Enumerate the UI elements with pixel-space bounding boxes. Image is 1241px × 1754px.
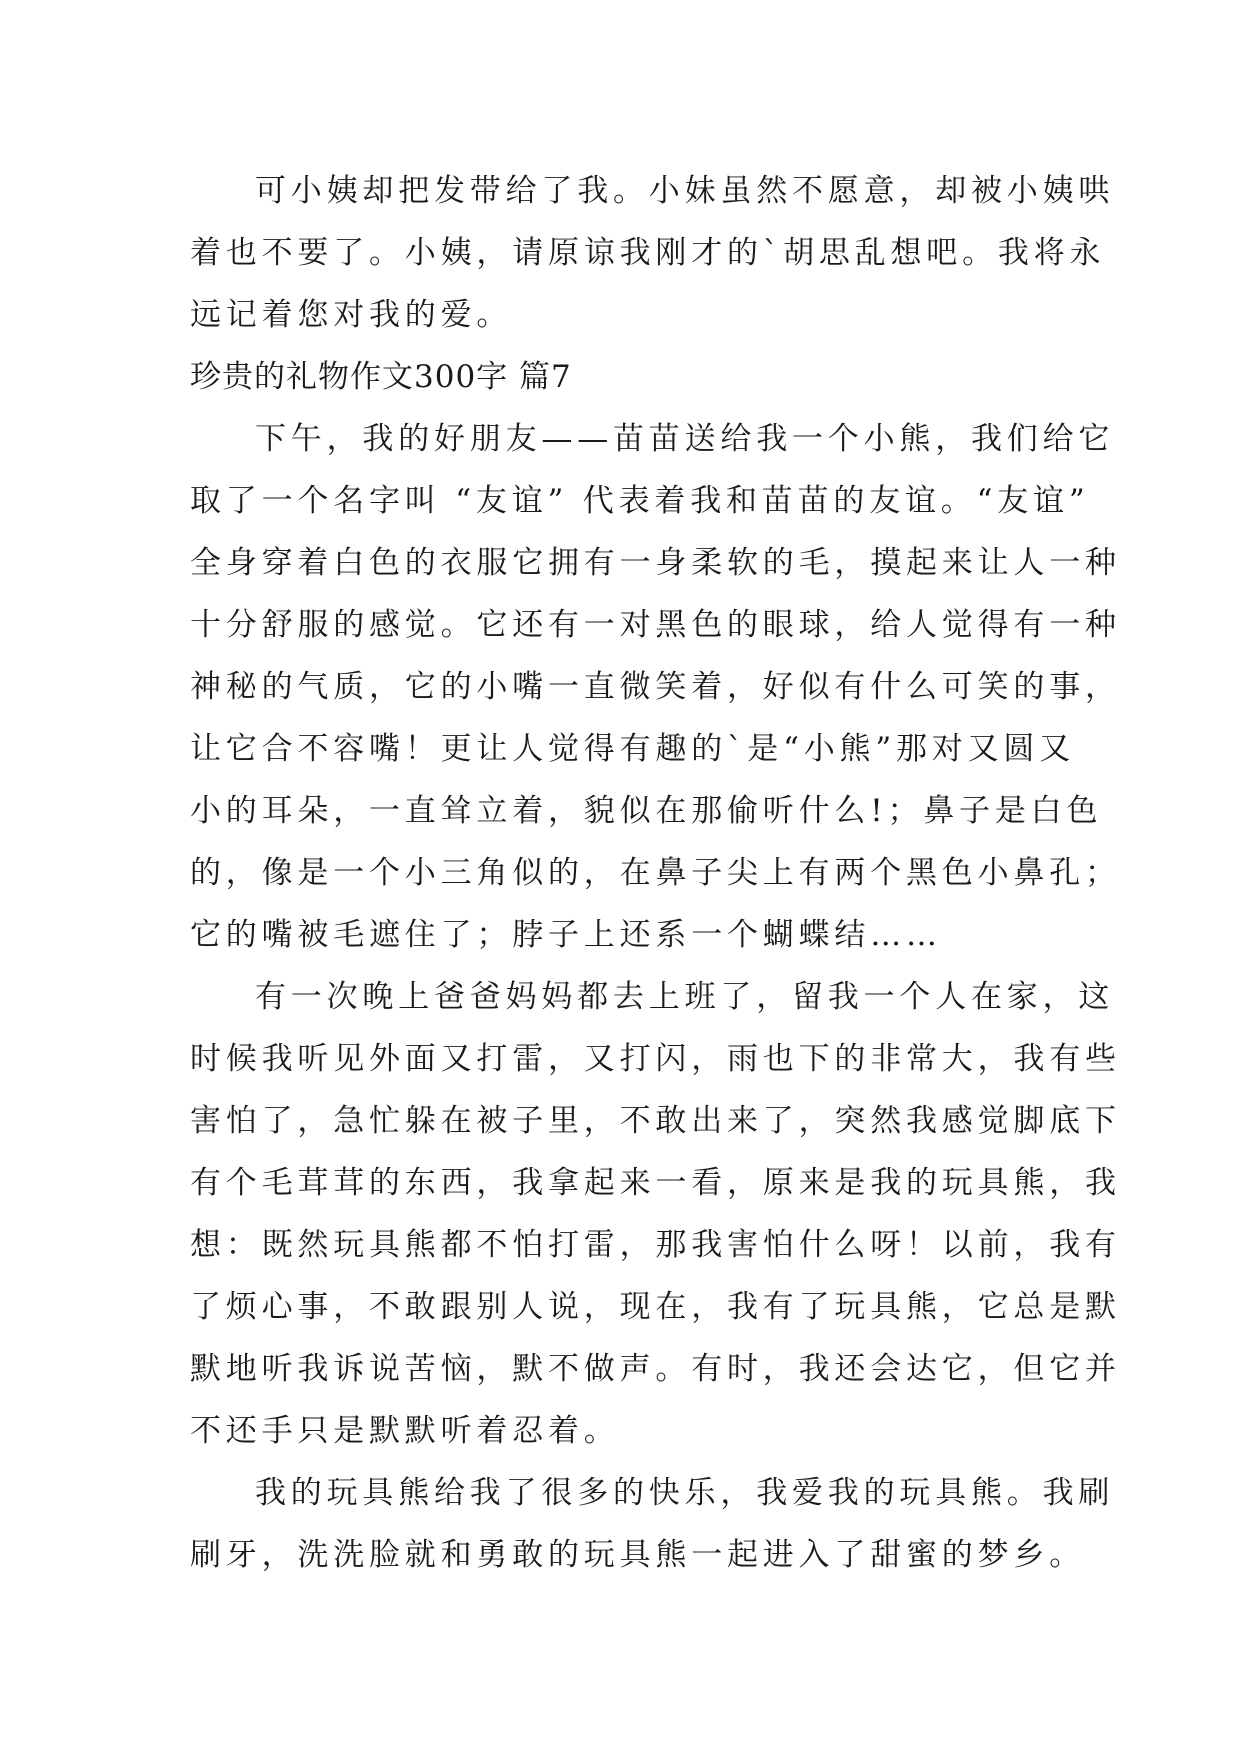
text-line: 可小姨却把发带给了我。小妹虽然不愿意，却被小姨哄: [255, 173, 1115, 209]
text-line: 的，像是一个小三角似的，在鼻子尖上有两个黑色小鼻孔；: [190, 855, 1121, 891]
paragraph-1: [190, 160, 1115, 346]
text-line: 想：既然玩具熊都不怕打雷，那我害怕什么呀！以前，我有: [190, 1227, 1121, 1263]
text-line: 着也不要了。小姨，请原谅我刚才的`胡思乱想吧。我将永: [190, 235, 1106, 271]
text-line: 有个毛茸茸的东西，我拿起来一看，原来是我的玩具熊，我: [190, 1165, 1121, 1201]
text-line: 有一次晚上爸爸妈妈都去上班了，留我一个人在家，这: [255, 979, 1115, 1015]
text-line: 小的耳朵，一直耸立着，貌似在那偷听什么!；鼻子是白色: [190, 793, 1103, 829]
document-page: [190, 160, 1121, 1586]
section-heading: 珍贵的礼物作文300字 篇7: [190, 359, 572, 395]
text-line: 时候我听见外面又打雷，又打闪，雨也下的非常大，我有些: [190, 1041, 1121, 1077]
text-line: 远记着您对我的爱。: [190, 297, 513, 333]
text-line: 我的玩具熊给我了很多的快乐，我爱我的玩具熊。我刷: [255, 1475, 1115, 1511]
paragraph-3: [190, 966, 1121, 1462]
text-line: 了烦心事，不敢跟别人说，现在，我有了玩具熊，它总是默: [190, 1289, 1121, 1325]
text-line: 下午，我的好朋友——苗苗送给我一个小熊，我们给它: [255, 421, 1115, 457]
text-line: 不还手只是默默听着忍着。: [190, 1413, 620, 1449]
text-line: 全身穿着白色的衣服它拥有一身柔软的毛，摸起来让人一种: [190, 545, 1121, 581]
text-line: 刷牙，洗洗脸就和勇敢的玩具熊一起进入了甜蜜的梦乡。: [190, 1537, 1085, 1573]
text-line: 取了一个名字叫 “友谊” 代表着我和苗苗的友谊。“友谊”: [190, 483, 1090, 519]
text-line: 十分舒服的感觉。它还有一对黑色的眼球，给人觉得有一种: [190, 607, 1121, 643]
text-line: 害怕了，急忙躲在被子里，不敢出来了，突然我感觉脚底下: [190, 1103, 1121, 1139]
text-line: 它的嘴被毛遮住了；脖子上还系一个蝴蝶结……: [190, 917, 942, 953]
text-line: 默地听我诉说苦恼，默不做声。有时，我还会达它，但它并: [190, 1351, 1121, 1387]
paragraph-2: [190, 408, 1121, 966]
paragraph-4: [190, 1462, 1115, 1586]
text-line: 神秘的气质，它的小嘴一直微笑着，好似有什么可笑的事，: [190, 669, 1121, 705]
text-line: 让它合不容嘴！更让人觉得有趣的`是“小熊”那对又圆又: [190, 731, 1075, 767]
